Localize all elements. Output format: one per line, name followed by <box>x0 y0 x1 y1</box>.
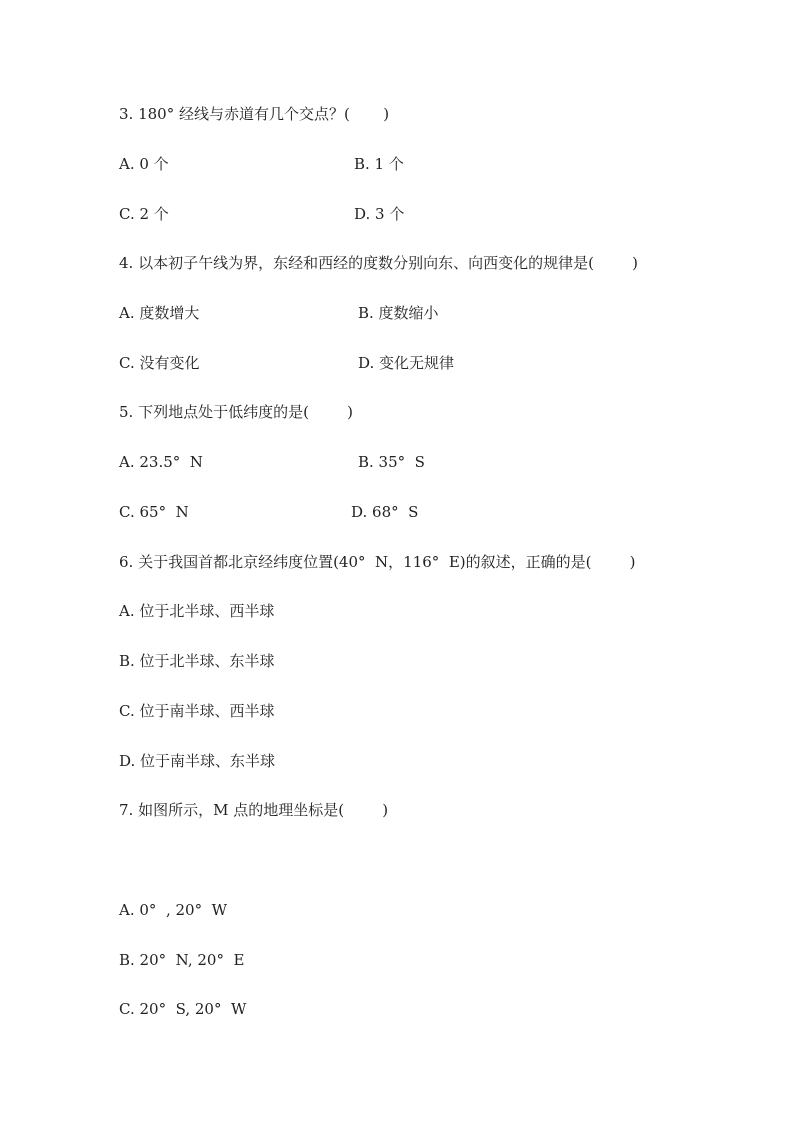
question-6-option-b: B. 位于北半球、东半球 <box>119 652 275 670</box>
question-3-option-d: D. 3 个 <box>354 205 405 223</box>
question-5-stem: 5. 下列地点处于低纬度的是( ) <box>119 403 353 421</box>
question-7-option-a: A. 0° , 20° W <box>119 901 228 919</box>
question-3-option-b: B. 1 个 <box>354 155 404 173</box>
question-5-option-d: D. 68° S <box>351 503 419 521</box>
question-5-option-b: B. 35° S <box>358 453 425 471</box>
question-4-stem: 4. 以本初子午线为界，东经和西经的度数分别向东、向西变化的规律是( ) <box>119 254 638 272</box>
question-4-option-b: B. 度数缩小 <box>358 304 439 322</box>
question-3-option-a: A. 0 个 <box>119 155 169 173</box>
question-6-stem: 6. 关于我国首都北京经纬度位置(40° N，116° E)的叙述，正确的是( ) <box>119 553 636 571</box>
question-3-option-c: C. 2 个 <box>119 205 169 223</box>
question-4-option-d: D. 变化无规律 <box>358 354 455 372</box>
question-6-option-a: A. 位于北半球、西半球 <box>119 602 275 620</box>
question-6-option-d: D. 位于南半球、东半球 <box>119 752 276 770</box>
question-7-option-c: C. 20° S, 20° W <box>119 1000 247 1018</box>
question-3-stem: 3. 180° 经线与赤道有几个交点？( ) <box>119 105 390 123</box>
question-4-option-c: C. 没有变化 <box>119 354 200 372</box>
question-5-option-c: C. 65° N <box>119 503 189 521</box>
question-5-option-a: A. 23.5° N <box>119 453 203 471</box>
question-4-option-a: A. 度数增大 <box>119 304 200 322</box>
question-6-option-c: C. 位于南半球、西半球 <box>119 702 275 720</box>
question-7-option-b: B. 20° N, 20° E <box>119 951 245 969</box>
question-7-stem: 7. 如图所示，M 点的地理坐标是( ) <box>119 801 389 819</box>
